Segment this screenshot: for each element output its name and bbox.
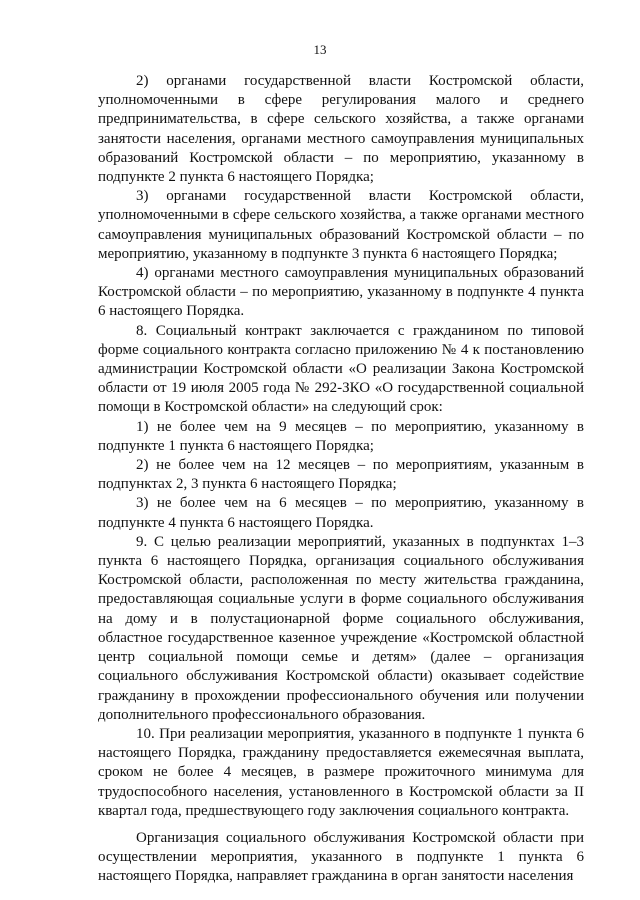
page-number: 13 — [313, 42, 327, 57]
paragraph-item-3: 3) органами государственной власти Костромской области, уполномоченными в сфере сельского хозяйства, а также органами местного самоуправления муниципальных образований Костромской области – по мероприятию, указанному в подпункте 3 пункта 6 настоящего Порядка; — [98, 188, 584, 262]
document-body — [98, 72, 584, 887]
paragraph-item-2: 2) органами государственной власти Костромской области, уполномоченными в сфере регулирования малого и среднего предпринимательства, в сфере сельского хозяйства, а также органами занятости населения, органами местного самоуправления муниципальных образований Костромской области – по мероприятию, указанному в подпункте 2 пункта 6 настоящего Порядка; — [98, 73, 584, 186]
paragraph-section-10: 10. При реализации мероприятия, указанного в подпункте 1 пункта 6 настоящего Порядка, гражданину предоставляется ежемесячная выплата, сроком не более 4 месяцев, в размере прожиточного минимума для трудоспособного населения, установленного в Костромской области за II квартал года, предшествующего году заключения социального контракта. — [98, 725, 584, 819]
paragraph-term-2: 2) не более чем на 12 месяцев – по мероприятиям, указанным в подпунктах 2, 3 пункта 6 настоящего Порядка; — [98, 457, 584, 493]
paragraph-continuation: Организация социального обслуживания Костромской области при осуществлении мероприятия, указанного в подпункте 1 пункта 6 настоящего Порядка, направляет гражданина в орган занятости населения — [98, 829, 584, 885]
paragraph-section-8: 8. Социальный контракт заключается с гражданином по типовой форме социального контракта согласно приложению № 4 к постановлению администрации Костромской области «О реализации Закона Костромской области от 19 июля 2005 года № 292-ЗКО «О государственной социальной помощи в Костромской области» на следующий срок: — [98, 322, 584, 416]
paragraph-section-9: 9. С целью реализации мероприятий, указанных в подпунктах 1–3 пункта 6 настоящего Порядка, организация социального обслуживания Костромской области, расположенная по месту жительства гражданина, предоставляющая социальные услуги в форме социального обслуживания на дому и в полустационарной форме социального обслуживания, областное государственное казенное учреждение «Костромской областной центр социальной помощи семье и детям» (далее – организация социального обслуживания Костромской области) оказывает содействие гражданину в прохождении профессионального обучения или получении дополнительного профессионального образования. — [98, 533, 584, 723]
paragraph-term-3: 3) не более чем на 6 месяцев – по мероприятию, указанному в подпункте 4 пункта 6 настоящего Порядка. — [98, 495, 584, 531]
paragraph-term-1: 1) не более чем на 9 месяцев – по мероприятию, указанному в подпункте 1 пункта 6 настоящего Порядка; — [98, 418, 584, 454]
paragraph-item-4: 4) органами местного самоуправления муниципальных образований Костромской области – по мероприятию, указанному в подпункте 4 пункта 6 настоящего Порядка. — [98, 265, 584, 320]
